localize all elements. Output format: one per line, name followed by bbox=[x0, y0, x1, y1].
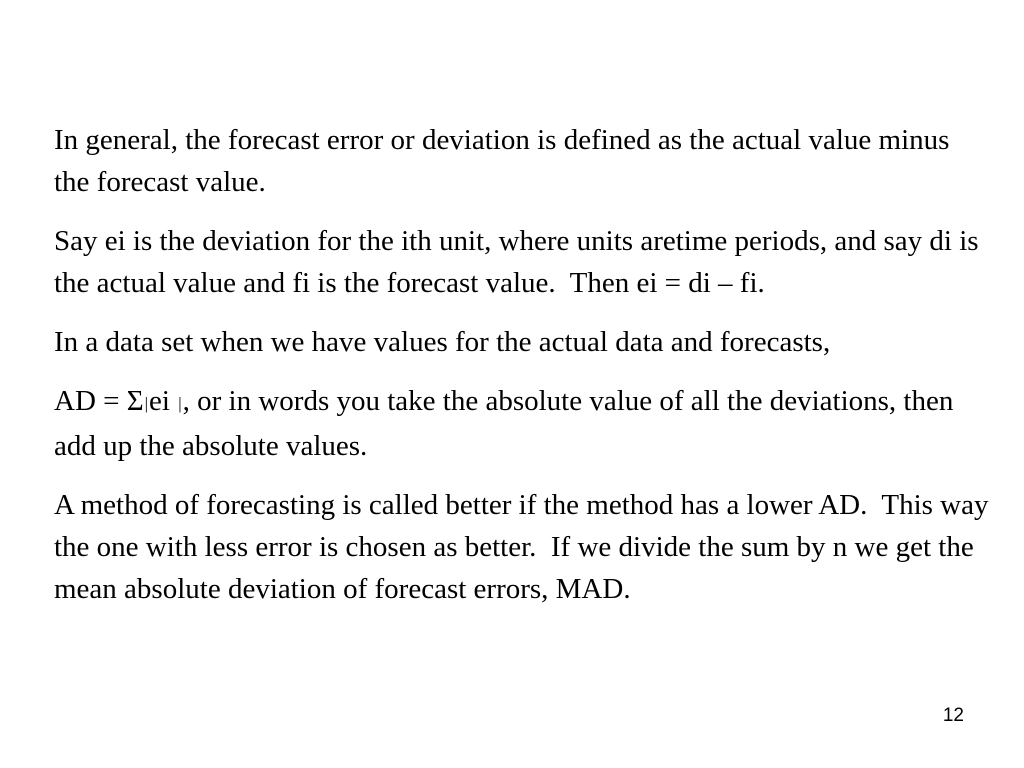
absolute-bar-left: | bbox=[144, 394, 149, 413]
slide-body bbox=[54, 119, 989, 627]
page-number: 12 bbox=[942, 705, 964, 726]
paragraph-data-set: In a data set when we have values for the actual data and forecasts, bbox=[54, 326, 831, 358]
paragraph-ad-formula bbox=[54, 380, 989, 467]
absolute-bar-right: | bbox=[178, 394, 182, 413]
formula-explanation: , or in words you take the absolute value of all the deviations, then add up the absolute values. bbox=[54, 385, 954, 462]
formula-prefix: AD = Σ bbox=[54, 385, 144, 417]
paragraph-forecast-error-definition: In general, the forecast error or deviation is defined as the actual value minus the forecast value. bbox=[54, 124, 950, 198]
paragraph-deviation-notation: Say ei is the deviation for the ith unit, where units aretime periods, and say di is the actual value and fi is the forecast value. Then ei = di – fi. bbox=[54, 225, 979, 299]
formula-term: ei bbox=[149, 385, 178, 417]
paragraph-method-comparison: A method of forecasting is called better if the method has a lower AD. This way the one with less error is chosen as better. If we divide the sum by n we get the mean absolute deviation of forecast errors, MAD. bbox=[54, 489, 989, 605]
